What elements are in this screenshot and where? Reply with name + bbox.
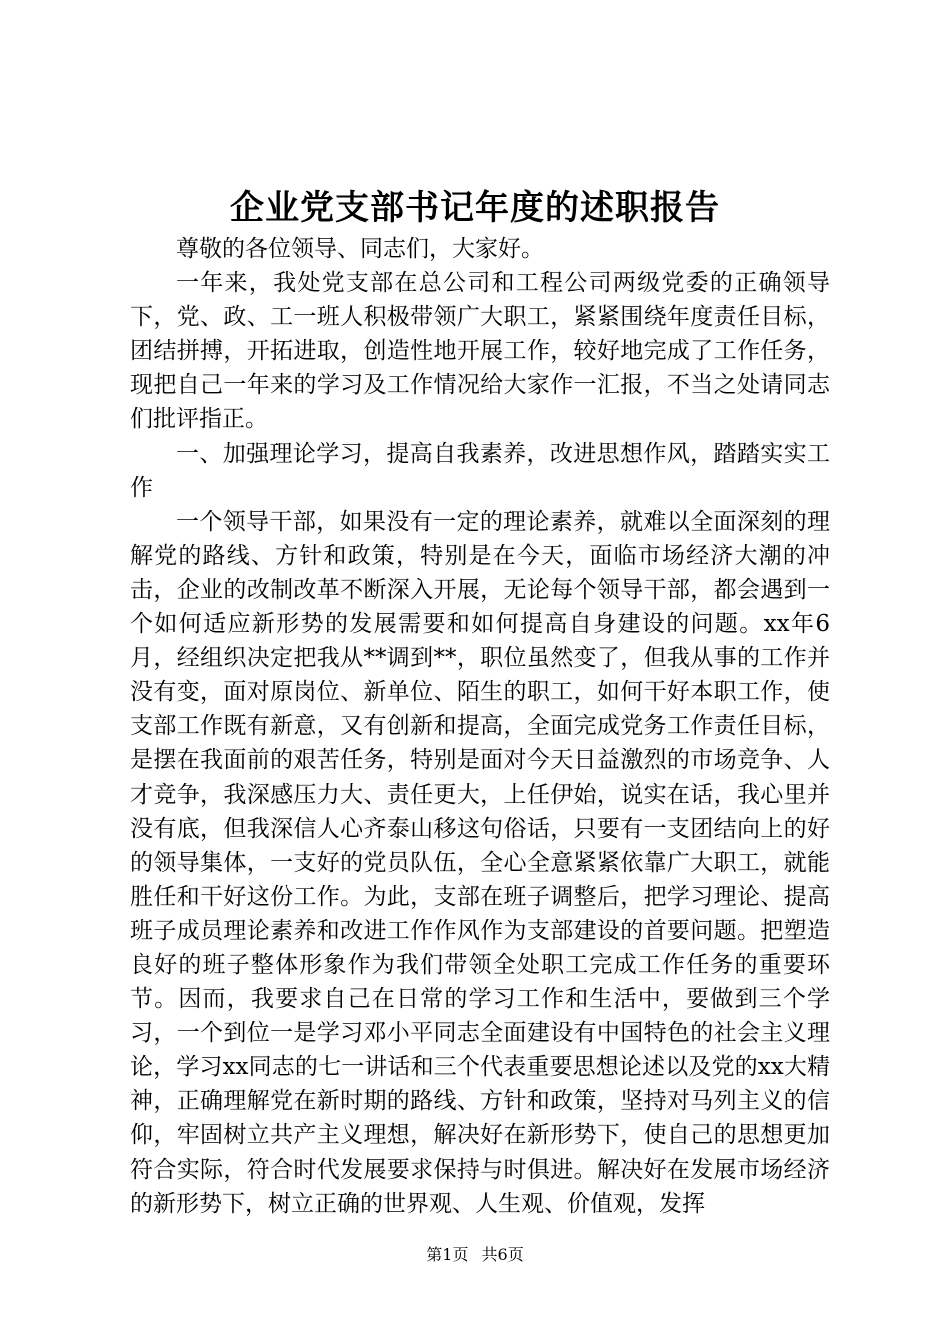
page-total: 共6页 [481,1245,524,1264]
section-heading-1: 一、加强理论学习，提高自我素养，改进思想作风，踏踏实实工作 [130,440,830,501]
paragraph-greeting: 尊敬的各位领导、同志们，大家好。 [176,236,544,262]
page-number: 第1页 [426,1245,469,1264]
page-footer [0,1244,950,1266]
document-title: 企业党支部书记年度的述职报告 [230,188,720,228]
document-body [130,232,830,1221]
paragraph-intro: 一年来，我处党支部在总公司和工程公司两级党委的正确领导下，党、政、工一班人积极带领广大职工，紧紧围绕年度责任目标，团结拼搏，开拓进取，创造性地开展工作，较好地完成了工作任务，现把自己一年来的学习及工作情况给大家作一汇报，不当之处请同志们批评指正。 [130,270,830,433]
paragraph-section-1-body: 一个领导干部，如果没有一定的理论素养，就难以全面深刻的理解党的路线、方针和政策，特别是在今天，面临市场经济大潮的冲击，企业的改制改革不断深入开展，无论每个领导干部，都会遇到一个如何适应新形势的发展需要和如何提高自身建设的问题。xx年6月，经组织决定把我从**调到**，职位虽然变了，但我从事的工作并没有变，面对原岗位、新单位、陌生的职工，如何干好本职工作，使支部工作既有新意，又有创新和提高，全面完成党务工作责任目标，是摆在我面前的艰苦任务，特别是面对今天日益激烈的市场竞争、人才竞争，我深感压力大、责任更大，上任伊始，说实在话，我心里并没有底，但我深信人心齐泰山移这句俗话，只要有一支团结向上的好的领导集体，一支好的党员队伍，全心全意紧紧依靠广大职工，就能胜任和干好这份工作。为此，支部在班子调整后，把学习理论、提高班子成员理论素养和改进工作作风作为支部建设的首要问题。把塑造良好的班子整体形象作为我们带领全处职工完成工作任务的重要环节。因而，我要求自己在日常的学习工作和生活中，要做到三个学习，一个到位一是学习邓小平同志全面建设有中国特色的社会主义理论，学习xx同志的七一讲话和三个代表重要思想论述以及党的xx大精神，正确理解党在新时期的路线、方针和政策，坚持对马列主义的信仰，牢固树立共产主义理想，解决好在新形势下，使自己的思想更加符合实际，符合时代发展要求保持与时俱进。解决好在发展市场经济的新形势下，树立正确的世界观、人生观、价值观，发挥 [130,508,830,1217]
